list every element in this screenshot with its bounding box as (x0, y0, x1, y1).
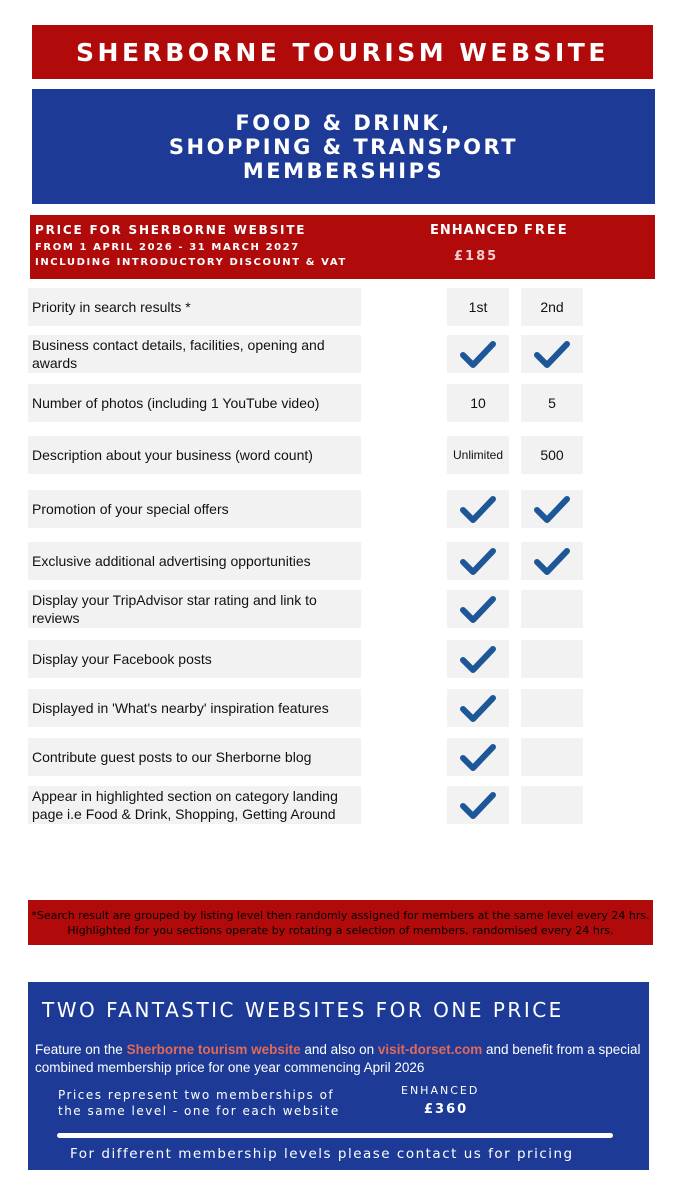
contact-note: For different membership levels please contact us for pricing (70, 1146, 574, 1162)
membership-heading (32, 89, 655, 204)
feature-label: Priority in search results * (28, 288, 361, 326)
feature-label: Promotion of your special offers (28, 490, 361, 528)
feature-enhanced-value: 1st (468, 299, 488, 315)
feature-label: Number of photos (including 1 YouTube video) (28, 384, 361, 422)
combined-offer-title: TWO FANTASTIC WEBSITES FOR ONE PRICE (42, 998, 564, 1022)
combined-enhanced-label: ENHANCED (401, 1084, 480, 1097)
feature-free-value: 2nd (540, 299, 564, 315)
feature-free-cell (521, 590, 583, 628)
feature-enhanced-cell (447, 590, 509, 628)
feature-enhanced-cell (447, 689, 509, 727)
prices-note-line-1: Prices represent two memberships of (58, 1088, 335, 1102)
price-dates: FROM 1 APRIL 2026 - 31 MARCH 2027 (35, 242, 300, 253)
feature-label: Display your Facebook posts (28, 640, 361, 678)
feature-free-cell (521, 490, 583, 528)
desc-text-3: and benefit from a special combined membership price for one year commencing April 2026 (35, 1042, 641, 1075)
divider (57, 1133, 613, 1138)
feature-free-value: 500 (540, 447, 564, 463)
check-icon (460, 339, 496, 369)
feature-free-cell (521, 542, 583, 580)
footnote-line-1: *Search result are grouped by listing level then randomly assigned for members at the same level every 24 hrs. (31, 908, 650, 922)
feature-label: Description about your business (word count) (28, 436, 361, 474)
feature-enhanced-value: Unlimited (452, 448, 503, 462)
feature-enhanced-cell (447, 640, 509, 678)
check-icon (460, 742, 496, 772)
feature-label: Display your TripAdvisor star rating and link to reviews (28, 590, 361, 628)
feature-label: Displayed in 'What's nearby' inspiration features (28, 689, 361, 727)
sherborne-website-link[interactable]: Sherborne tourism website (126, 1042, 301, 1057)
check-icon (460, 594, 496, 624)
feature-free-value: 5 (548, 395, 556, 411)
feature-label: Exclusive additional advertising opportunities (28, 542, 361, 580)
desc-text-2: and also on (300, 1042, 378, 1057)
feature-enhanced-value: 10 (470, 395, 486, 411)
feature-enhanced-cell (447, 335, 509, 373)
check-icon (460, 644, 496, 674)
feature-label: Contribute guest posts to our Sherborne blog (28, 738, 361, 776)
check-icon (460, 546, 496, 576)
check-icon (534, 494, 570, 524)
feature-free-cell (521, 436, 583, 474)
prices-note-line-2: the same level - one for each website (58, 1104, 340, 1118)
feature-enhanced-cell (447, 384, 509, 422)
check-icon (534, 546, 570, 576)
feature-free-cell (521, 640, 583, 678)
enhanced-price: £185 (454, 249, 499, 264)
desc-text-1: Feature on the (35, 1042, 127, 1057)
combined-enhanced-price: £360 (424, 1102, 469, 1117)
feature-free-cell (521, 786, 583, 824)
check-icon (534, 339, 570, 369)
feature-label: Appear in highlighted section on category landing page i.e Food & Drink, Shopping, Getting Around (28, 786, 361, 824)
feature-enhanced-cell (447, 436, 509, 474)
heading-line-1: FOOD & DRINK, (235, 110, 452, 135)
feature-enhanced-cell (447, 490, 509, 528)
visit-dorset-link[interactable]: visit-dorset.com (377, 1042, 483, 1057)
price-label: PRICE FOR SHERBORNE WEBSITE (35, 223, 307, 237)
price-vat-note: INCLUDING INTRODUCTORY DISCOUNT & VAT (35, 257, 347, 268)
feature-free-cell (521, 335, 583, 373)
heading-line-2: SHOPPING & TRANSPORT (168, 134, 519, 159)
combined-offer-description (35, 1041, 647, 1077)
page-title: SHERBORNE TOURISM WEBSITE (32, 25, 653, 79)
feature-label: Business contact details, facilities, opening and awards (28, 335, 361, 373)
check-icon (460, 494, 496, 524)
feature-enhanced-cell (447, 288, 509, 326)
feature-free-cell (521, 738, 583, 776)
feature-enhanced-cell (447, 738, 509, 776)
footnote-line-2: Highlighted for you sections operate by rotating a selection of members, randomised every 24 hrs. (67, 923, 614, 937)
price-header-bar (30, 215, 655, 279)
column-header-enhanced: ENHANCED (430, 223, 519, 238)
feature-free-cell (521, 288, 583, 326)
feature-enhanced-cell (447, 542, 509, 580)
feature-enhanced-cell (447, 786, 509, 824)
heading-line-3: MEMBERSHIPS (242, 158, 445, 183)
check-icon (460, 693, 496, 723)
feature-free-cell (521, 689, 583, 727)
column-header-free: FREE (524, 223, 569, 238)
feature-free-cell (521, 384, 583, 422)
check-icon (460, 790, 496, 820)
footnote (28, 900, 653, 945)
combined-offer-panel (28, 982, 649, 1170)
